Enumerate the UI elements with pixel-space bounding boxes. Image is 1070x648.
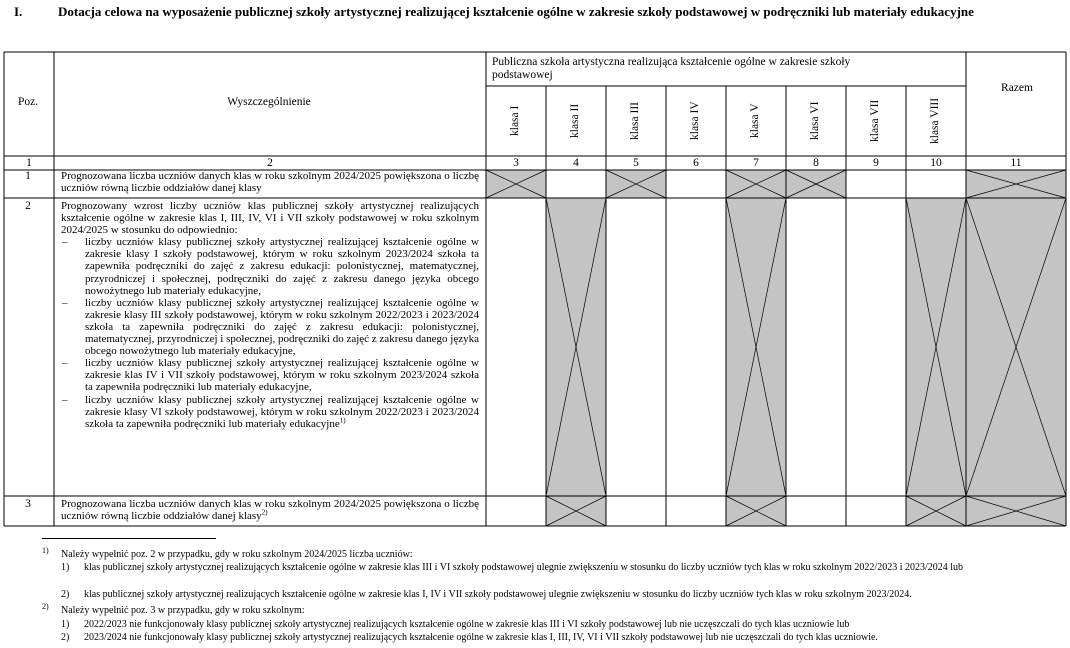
footnote-2-mark: 2) [42,602,49,611]
column-number-11: 11 [1010,156,1022,169]
table-line [906,198,966,496]
blocked-cell [786,170,846,198]
list-item: – liczby uczniów klasy publicznej szkoły artystycznej realizującej kształcenie ogólne w zakresie klasy III szkoły podstawowej, którym w roku szkolnym 2022/2023 i 2023/2024 szkoła ta zapewniła podręczniki do zajęć z zakresu edukacji: polonistycznej, matematycznej, przyrodniczej i społecznej, podręczniki do zajęć z zakresu danego języka obcego nowożytnego lub materiały edukacyjne, [62,296,479,358]
column-number-4: 4 [573,156,579,169]
row-3-text-wrap [61,498,479,522]
footnote-ref: 2) [261,508,268,517]
table-line [546,198,606,496]
footnote-1-mark: 1) [42,546,49,555]
table-line [786,170,846,198]
header-class-1: klasa I [509,105,521,137]
table-line [606,170,666,198]
list-item: – liczby uczniów klasy publicznej szkoły artystycznej realizującej kształcenie ogólne w zakresie klasy I szkoły podstawowej, którym w roku szkolnym 2023/2024 szkoła ta zapewniła podręczniki do zajęć z zakresu edukacji: polonistycznej, matematycznej, przyrodniczej i społecznej, podręczniki do zajęć z zakresu danego języka obcego nowożytnego lub materiały edukacyjne, [62,236,479,297]
footnote-2-item-1-num: 1) [61,619,70,630]
table-line [726,496,786,526]
footnote-1-item-2-text: klas publicznej szkoły artystycznej realizujących kształcenie ogólne w zakresie klas I, IV i VII szkoły podstawowej ulegnie zwiększeniu w stosunku do liczby uczniów tych klas w roku szkolnym 2023/2024. [84,589,912,600]
column-number-2: 2 [267,156,273,169]
table-line [786,170,846,198]
footnote-2-lead: Należy wypełnić poz. 3 w przypadku, gdy w roku szkolnym: [61,605,305,616]
table-line [726,198,786,496]
row-1-text: Prognozowana liczba uczniów danych klas w roku szkolnym 2024/2025 powiększona o liczbę uczniów równą liczbie oddziałów danej klasy [61,170,479,195]
row-2-content [61,200,479,430]
header-class-8: klasa VIII [929,97,941,145]
table-line [726,496,786,526]
table-line [486,170,546,198]
header-class-6: klasa VI [809,101,821,141]
row-1-poz: 1 [25,170,31,182]
column-number-10: 10 [930,156,942,169]
blocked-cell [906,496,966,526]
column-number-5: 5 [633,156,639,169]
footnote-separator [42,538,216,539]
row-2-intro: Prognozowany wzrost liczby uczniów klas publicznej szkoły artystycznej realizujących kształcenie ogólne w zakresie klas I, III, IV, VI i VII szkoły podstawowej w roku szkolnym 2024/2025 w stosunku do odpowiednio: [61,200,479,237]
header-total: Razem [1001,82,1033,94]
table-line [546,198,606,496]
column-number-7: 7 [753,156,759,169]
table-line [906,198,966,496]
column-number-9: 9 [873,156,879,169]
row-3-text: Prognozowana liczba uczniów danych klas w roku szkolnym 2024/2025 powiększona o liczbę uczniów równą liczbie oddziałów danej klasy [61,498,479,523]
table-line [606,170,666,198]
header-poz: Poz. [17,96,39,108]
table-line [966,198,1066,496]
blocked-cell [486,170,546,198]
blocked-cell [606,170,666,198]
blocked-cell [546,496,606,526]
table-line [726,198,786,496]
header-class-3: klasa III [629,102,641,140]
footnote-1-lead: Należy wypełnić poz. 2 w przypadku, gdy w roku szkolnym 2024/2025 liczba uczniów: [61,549,413,560]
blocked-cell [966,170,1066,198]
table-line [906,496,966,526]
column-number-6: 6 [693,156,699,169]
list-item: – liczby uczniów klasy publicznej szkoły artystycznej realizującej kształcenie ogólne w zakresie klasy VI szkoły podstawowej, którym w roku szkolnym 2022/2023 i 2023/2024 szkoła ta zapewniła podręczniki lub materiały edukacyjne$^{1)}$ [62,393,479,430]
row-3-poz: 3 [25,498,31,510]
section-title-text: Dotacja celowa na wyposażenie publicznej szkoły artystycznej realizującej kształcenie ogólne w zakresie szkoły podstawowej w podręczniki lub materiały edukacyjne [58,4,974,19]
table-line [546,496,606,526]
blocked-cell [966,496,1066,526]
table-line [546,496,606,526]
header-specification: Wyszczególnienie [227,96,311,108]
column-number-8: 8 [813,156,819,169]
table-line [906,496,966,526]
blocked-cell [906,198,966,496]
header-class-5: klasa V [749,103,761,139]
table-line [966,170,1066,198]
footnote-1-item-1-text: klas publicznej szkoły artystycznej realizujących kształcenie ogólne w zakresie klas III i VI szkoły podstawowej ulegnie zwiększeniu w stosunku do liczby uczniów tych klas w roku szkolnym 2022/2023 i 2023/2024 lub [84,562,964,573]
table-line [966,496,1066,526]
footnote-2-item-1-text: 2022/2023 nie funkcjonowały klasy publicznej szkoły artystycznej realizujących kształcenie ogólne w zakresie klas III i VI szkoły podstawowej lub nie uczęszczali do tych klas uczniowie lub [84,619,850,630]
table-line [726,170,786,198]
list-item: – liczby uczniów klasy publicznej szkoły artystycznej realizującej kształcenie ogólne w zakresie klas IV i VII szkoły podstawowej, którym w roku szkolnym 2023/2024 szkoła ta zapewniła podręczniki lub materiały edukacyjne, [62,357,479,394]
blocked-cell [726,170,786,198]
table-line [966,496,1066,526]
section-number: I. [14,4,23,19]
row-2-poz: 2 [25,200,31,212]
header-class-7: klasa VII [869,99,881,143]
blocked-cell [546,198,606,496]
header-class-4: klasa IV [689,101,701,141]
column-number-1: 1 [26,156,32,169]
table-line [966,198,1066,496]
footnote-2-item-2-num: 2) [61,632,70,643]
header-class-2: klasa II [569,103,581,139]
table-line [966,170,1066,198]
table-line [486,170,546,198]
row-2-list [61,236,479,430]
footnote-1-item-1-num: 1) [61,562,70,573]
header-school-group: Publiczna szkoła artystyczna realizująca kształcenie ogólne w zakresie szkoły podstawowej [492,56,851,82]
blocked-cell [966,198,1066,496]
blocked-cell [726,496,786,526]
footnote-2-item-2-text: 2023/2024 nie funkcjonowały klasy publicznej szkoły artystycznej realizujących kształcenie ogólne w zakresie klas I, III, IV, VI i VII szkoły podstawowej lub nie uczęszczali do tych klas uczniowie. [84,632,878,643]
footnote-ref: 1) [339,416,346,425]
column-number-3: 3 [513,156,519,169]
blocked-cell [726,198,786,496]
footnote-1-item-2-num: 2) [61,589,70,600]
table-line [726,170,786,198]
